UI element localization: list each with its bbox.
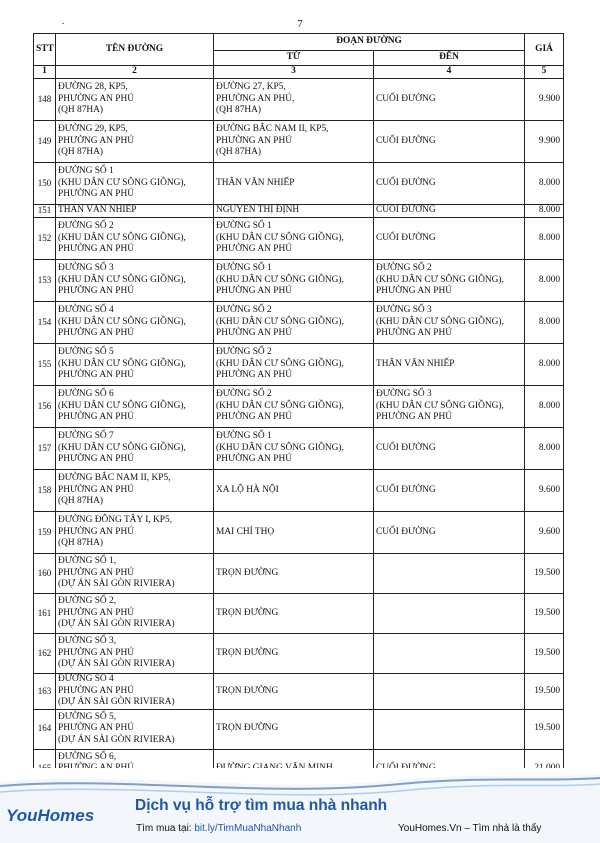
cell-den-line: (KHU DÂN CƯ SÔNG GIỒNG), <box>376 316 504 327</box>
cell-stt: 164 <box>34 709 56 749</box>
cell-ten-duong-line: PHƯỜNG AN PHÚ <box>58 412 135 423</box>
table-row <box>34 218 564 260</box>
cell-stt: 151 <box>34 205 56 218</box>
cell-tu <box>214 512 374 554</box>
cell-ten-duong <box>56 470 214 512</box>
cell-tu-line: PHƯỜNG AN PHÚ <box>216 244 293 255</box>
cell-ten-duong <box>56 674 214 710</box>
cell-tu <box>214 218 374 260</box>
cell-gia: 19.500 <box>525 634 564 674</box>
cell-den-line: CUỐI ĐƯỜNG <box>376 135 436 146</box>
cell-tu-line: TRỌN ĐƯỜNG <box>216 723 279 734</box>
cell-tu-line: PHƯỜNG AN PHÚ <box>216 328 293 339</box>
cell-den-line: CUỐI ĐƯỜNG <box>376 177 436 188</box>
cell-tu-line: (KHU DÂN CƯ SÔNG GIỒNG), <box>216 274 344 285</box>
cell-tu-line: THÂN VĂN NHIẾP <box>216 177 295 188</box>
header-ten-duong: TÊN ĐƯỜNG <box>56 34 214 66</box>
cell-ten-duong-line: PHƯỜNG AN PHÚ <box>58 526 135 537</box>
cell-gia: 8.000 <box>525 260 564 302</box>
table-row <box>34 302 564 344</box>
cell-tu-line: TRỌN ĐƯỜNG <box>216 647 279 658</box>
cell-stt: 153 <box>34 260 56 302</box>
cell-tu-line: TRỌN ĐƯỜNG <box>216 567 279 578</box>
cell-ten-duong-line: (DỰ ÁN SÀI GÒN RIVIERA) <box>58 697 175 708</box>
header-doan-duong: ĐOẠN ĐƯỜNG <box>214 34 525 51</box>
cell-den <box>374 121 525 163</box>
cell-ten-duong-line: (KHU DÂN CƯ SÔNG GIỒNG), <box>58 400 186 411</box>
cell-ten-duong-line: PHƯỜNG AN PHÚ <box>58 484 135 495</box>
table-row <box>34 260 564 302</box>
header-gia: GIÁ <box>525 34 564 66</box>
cell-den-line: CUỐI ĐƯỜNG <box>376 232 436 243</box>
cell-den <box>374 554 525 594</box>
cell-tu <box>214 121 374 163</box>
table-row <box>34 386 564 428</box>
cell-den-line: CUỐI ĐƯỜNG <box>376 442 436 453</box>
cell-tu-line: (QH 87HA) <box>216 147 262 158</box>
cell-ten-duong-line: (KHU DÂN CƯ SÔNG GIỒNG), <box>58 316 186 327</box>
cell-tu-line: MAI CHÍ THỌ <box>216 526 275 537</box>
cell-tu <box>214 428 374 470</box>
table-row <box>34 512 564 554</box>
cell-tu-line: ĐƯỜNG SỐ 1 <box>216 263 272 274</box>
cell-ten-duong <box>56 163 214 205</box>
table-row <box>34 470 564 512</box>
cell-tu <box>214 260 374 302</box>
banner-search-label: Tìm mua tại: <box>136 823 192 834</box>
cell-ten-duong <box>56 386 214 428</box>
table-row <box>34 163 564 205</box>
cell-tu-line: ĐƯỜNG SỐ 2 <box>216 389 272 400</box>
cell-den <box>374 302 525 344</box>
cell-ten-duong <box>56 79 214 121</box>
cell-stt: 154 <box>34 302 56 344</box>
cell-tu-line: TRỌN ĐƯỜNG <box>216 685 279 696</box>
cell-gia: 19.500 <box>525 554 564 594</box>
cell-tu-line: NGUYỄN THỊ ĐỊNH <box>216 205 300 216</box>
cell-ten-duong <box>56 344 214 386</box>
cell-ten-duong-line: PHƯỜNG AN PHÚ <box>58 454 135 465</box>
cell-tu <box>214 386 374 428</box>
cell-den <box>374 205 525 218</box>
cell-ten-duong-line: ĐƯỜNG BẮC NAM II, KP5, <box>58 473 171 484</box>
cell-stt: 155 <box>34 344 56 386</box>
cell-tu-line: (KHU DÂN CƯ SÔNG GIỒNG), <box>216 358 344 369</box>
cell-den <box>374 512 525 554</box>
cell-tu <box>214 205 374 218</box>
cell-stt: 160 <box>34 554 56 594</box>
cell-tu <box>214 709 374 749</box>
cell-tu <box>214 674 374 710</box>
cell-tu-line: PHƯỜNG AN PHÚ <box>216 135 293 146</box>
scan-speck: . <box>62 16 65 26</box>
cell-tu <box>214 594 374 634</box>
cell-ten-duong-line: PHƯỜNG AN PHÚ <box>58 723 135 734</box>
cell-ten-duong-line: ĐƯỜNG SỐ 6, <box>58 751 117 762</box>
cell-ten-duong-line: ĐƯỜNG SỐ 2 <box>58 221 114 232</box>
cell-tu-line: (KHU DÂN CƯ SÔNG GIỒNG), <box>216 400 344 411</box>
cell-tu-line: (KHU DÂN CƯ SÔNG GIỒNG), <box>216 442 344 453</box>
cell-gia: 8.000 <box>525 302 564 344</box>
cell-den-line: (KHU DÂN CƯ SÔNG GIỒNG), <box>376 400 504 411</box>
cell-ten-duong-line: PHƯỜNG AN PHÚ <box>58 189 135 200</box>
cell-den-line: ĐƯỜNG SỐ 3 <box>376 389 432 400</box>
cell-ten-duong-line: THÂN VĂN NHIẾP <box>58 205 137 216</box>
cell-ten-duong <box>56 205 214 218</box>
cell-ten-duong-line: PHƯỜNG AN PHÚ <box>58 685 135 696</box>
cell-tu-line: ĐƯỜNG 27, KP5, <box>216 82 286 93</box>
cell-ten-duong <box>56 594 214 634</box>
cell-tu-line: PHƯỜNG AN PHÚ <box>216 370 293 381</box>
cell-ten-duong-line: ĐƯỜNG ĐÔNG TÂY I, KP5, <box>58 515 173 526</box>
cell-ten-duong-line: PHƯỜNG AN PHÚ <box>58 328 135 339</box>
cell-stt: 152 <box>34 218 56 260</box>
cell-ten-duong-line: PHƯỜNG AN PHÚ <box>58 607 135 618</box>
table-row <box>34 205 564 218</box>
cell-stt: 158 <box>34 470 56 512</box>
header-index-5: 5 <box>525 66 564 79</box>
table-row <box>34 634 564 674</box>
cell-ten-duong-line: (QH 87HA) <box>58 147 104 158</box>
cell-gia: 8.000 <box>525 218 564 260</box>
cell-tu-line: PHƯỜNG AN PHÚ <box>216 454 293 465</box>
cell-stt: 161 <box>34 594 56 634</box>
cell-tu <box>214 470 374 512</box>
cell-ten-duong-line: (DỰ ÁN SÀI GÒN RIVIERA) <box>58 579 175 590</box>
cell-den <box>374 470 525 512</box>
cell-ten-duong-line: (KHU DÂN CƯ SÔNG GIỒNG), <box>58 274 186 285</box>
cell-den-line: CUỐI ĐƯỜNG <box>376 526 436 537</box>
land-price-table <box>33 33 564 790</box>
cell-ten-duong-line: ĐƯỜNG 29, KP5, <box>58 124 128 135</box>
cell-ten-duong <box>56 218 214 260</box>
cell-ten-duong-line: PHƯỜNG AN PHÚ <box>58 647 135 658</box>
cell-den-line: PHƯỜNG AN PHÚ <box>376 286 453 297</box>
header-den: ĐẾN <box>374 51 525 66</box>
cell-ten-duong <box>56 512 214 554</box>
cell-den-line: CUỐI ĐƯỜNG <box>376 205 436 216</box>
cell-den-line: ĐƯỜNG SỐ 2 <box>376 263 432 274</box>
table-row <box>34 428 564 470</box>
cell-tu <box>214 79 374 121</box>
cell-tu-line: ĐƯỜNG SỐ 2 <box>216 305 272 316</box>
header-index-1: 1 <box>34 66 56 79</box>
cell-den-line: (KHU DÂN CƯ SÔNG GIỒNG), <box>376 274 504 285</box>
cell-ten-duong-line: ĐƯỜNG SỐ 5, <box>58 711 117 722</box>
cell-stt: 156 <box>34 386 56 428</box>
cell-ten-duong <box>56 709 214 749</box>
table-row <box>34 121 564 163</box>
cell-ten-duong <box>56 554 214 594</box>
banner-title: Dịch vụ hỗ trợ tìm mua nhà nhanh <box>135 797 388 814</box>
cell-tu <box>214 554 374 594</box>
cell-ten-duong-line: ĐƯỜNG SỐ 4 <box>58 674 114 684</box>
cell-tu-line: ĐƯỜNG SỐ 1 <box>216 221 272 232</box>
cell-stt: 162 <box>34 634 56 674</box>
cell-gia: 9.600 <box>525 512 564 554</box>
cell-ten-duong-line: ĐƯỜNG 28, KP5, <box>58 82 128 93</box>
cell-stt: 157 <box>34 428 56 470</box>
cell-ten-duong-line: PHƯỜNG AN PHÚ <box>58 93 135 104</box>
cell-ten-duong <box>56 302 214 344</box>
banner-search-line <box>136 823 301 834</box>
cell-den <box>374 594 525 634</box>
cell-ten-duong-line: (KHU DÂN CƯ SÔNG GIỒNG), <box>58 442 186 453</box>
youhomes-logo[interactable]: YouHomes <box>6 806 95 825</box>
cell-den <box>374 344 525 386</box>
cell-gia: 8.000 <box>525 428 564 470</box>
cell-ten-duong-line: (DỰ ÁN SÀI GÒN RIVIERA) <box>58 735 175 746</box>
header-index-2: 2 <box>56 66 214 79</box>
table-body <box>34 79 564 790</box>
cell-tu-line: PHƯỜNG AN PHÚ, <box>216 93 295 104</box>
cell-stt: 149 <box>34 121 56 163</box>
cell-ten-duong-line: (QH 87HA) <box>58 496 104 507</box>
cell-gia: 8.000 <box>525 386 564 428</box>
cell-den <box>374 386 525 428</box>
cell-tu-line: (QH 87HA) <box>216 105 262 116</box>
cell-den-line: ĐƯỜNG SỐ 3 <box>376 305 432 316</box>
cell-tu-line: ĐƯỜNG BẮC NAM II, KP5, <box>216 124 329 135</box>
banner-site-slogan[interactable]: YouHomes.Vn – Tìm nhà là thấy <box>398 823 542 834</box>
cell-den <box>374 79 525 121</box>
cell-gia: 8.000 <box>525 344 564 386</box>
table-row <box>34 709 564 749</box>
page-number: 7 <box>297 18 303 30</box>
header-index-4: 4 <box>374 66 525 79</box>
cell-gia: 19.500 <box>525 674 564 710</box>
cell-den <box>374 634 525 674</box>
cell-tu-line: (KHU DÂN CƯ SÔNG GIỒNG), <box>216 316 344 327</box>
cell-gia: 8.000 <box>525 205 564 218</box>
cell-den-line: PHƯỜNG AN PHÚ <box>376 328 453 339</box>
cell-tu <box>214 634 374 674</box>
cell-den <box>374 709 525 749</box>
cell-ten-duong-line: PHƯỜNG AN PHÚ <box>58 135 135 146</box>
cell-ten-duong-line: (KHU DÂN CƯ SÔNG GIỒNG), <box>58 232 186 243</box>
cell-ten-duong-line: ĐƯỜNG SỐ 3, <box>58 636 117 647</box>
cell-tu-line: ĐƯỜNG SỐ 2 <box>216 347 272 358</box>
cell-tu-line: ĐƯỜNG SỐ 1 <box>216 431 272 442</box>
cell-tu-line: PHƯỜNG AN PHÚ <box>216 286 293 297</box>
cell-ten-duong-line: ĐƯỜNG SỐ 2, <box>58 596 117 607</box>
cell-den-line: THÂN VĂN NHIẾP <box>376 358 455 369</box>
cell-tu-line: (KHU DÂN CƯ SÔNG GIỒNG), <box>216 232 344 243</box>
banner-search-link[interactable]: bit.ly/TimMuaNhaNhanh <box>194 823 302 834</box>
cell-den <box>374 260 525 302</box>
cell-ten-duong-line: PHƯỜNG AN PHÚ <box>58 567 135 578</box>
cell-ten-duong-line: PHƯỜNG AN PHÚ <box>58 370 135 381</box>
cell-tu-line: PHƯỜNG AN PHÚ <box>216 412 293 423</box>
cell-gia: 8.000 <box>525 163 564 205</box>
cell-ten-duong-line: ĐƯỜNG SỐ 7 <box>58 431 114 442</box>
cell-gia: 9.900 <box>525 79 564 121</box>
cell-tu-line: TRỌN ĐƯỜNG <box>216 607 279 618</box>
cell-ten-duong-line: (DỰ ÁN SÀI GÒN RIVIERA) <box>58 659 175 670</box>
table-row <box>34 674 564 710</box>
header-index-3: 3 <box>214 66 374 79</box>
header-stt: STT <box>34 34 56 66</box>
cell-den <box>374 428 525 470</box>
table-row <box>34 594 564 634</box>
cell-tu <box>214 302 374 344</box>
cell-ten-duong-line: ĐƯỜNG SỐ 6 <box>58 389 114 400</box>
table-row <box>34 344 564 386</box>
cell-ten-duong-line: (KHU DÂN CƯ SÔNG GIỒNG), <box>58 177 186 188</box>
cell-ten-duong-line: (QH 87HA) <box>58 105 104 116</box>
cell-den <box>374 218 525 260</box>
cell-ten-duong-line: PHƯỜNG AN PHÚ <box>58 286 135 297</box>
cell-den-line: CUỐI ĐƯỜNG <box>376 484 436 495</box>
cell-ten-duong <box>56 634 214 674</box>
cell-ten-duong-line: PHƯỜNG AN PHÚ <box>58 244 135 255</box>
table-row <box>34 554 564 594</box>
cell-gia: 9.600 <box>525 470 564 512</box>
cell-den-line: CUỐI ĐƯỜNG <box>376 93 436 104</box>
cell-ten-duong-line: (DỰ ÁN SÀI GÒN RIVIERA) <box>58 619 175 630</box>
header-tu: TỪ <box>214 51 374 66</box>
cell-gia: 19.500 <box>525 594 564 634</box>
cell-ten-duong <box>56 121 214 163</box>
cell-gia: 19.500 <box>525 709 564 749</box>
cell-ten-duong-line: (QH 87HA) <box>58 538 104 549</box>
cell-den <box>374 163 525 205</box>
cell-den-line: PHƯỜNG AN PHÚ <box>376 412 453 423</box>
cell-stt: 148 <box>34 79 56 121</box>
cell-ten-duong-line: ĐƯỜNG SỐ 5 <box>58 347 114 358</box>
cell-ten-duong <box>56 428 214 470</box>
cell-ten-duong-line: ĐƯỜNG SỐ 3 <box>58 263 114 274</box>
table-row <box>34 79 564 121</box>
cell-tu <box>214 163 374 205</box>
cell-gia: 9.900 <box>525 121 564 163</box>
cell-ten-duong-line: (KHU DÂN CƯ SÔNG GIỒNG), <box>58 358 186 369</box>
cell-tu <box>214 344 374 386</box>
cell-stt: 150 <box>34 163 56 205</box>
cell-stt: 159 <box>34 512 56 554</box>
cell-stt: 163 <box>34 674 56 710</box>
cell-ten-duong-line: ĐƯỜNG SỐ 1 <box>58 166 114 177</box>
cell-tu-line: XA LỘ HÀ NỘI <box>216 484 279 495</box>
cell-ten-duong-line: ĐƯỜNG SỐ 1, <box>58 556 117 567</box>
cell-den <box>374 674 525 710</box>
cell-ten-duong-line: ĐƯỜNG SỐ 4 <box>58 305 114 316</box>
cell-ten-duong <box>56 260 214 302</box>
